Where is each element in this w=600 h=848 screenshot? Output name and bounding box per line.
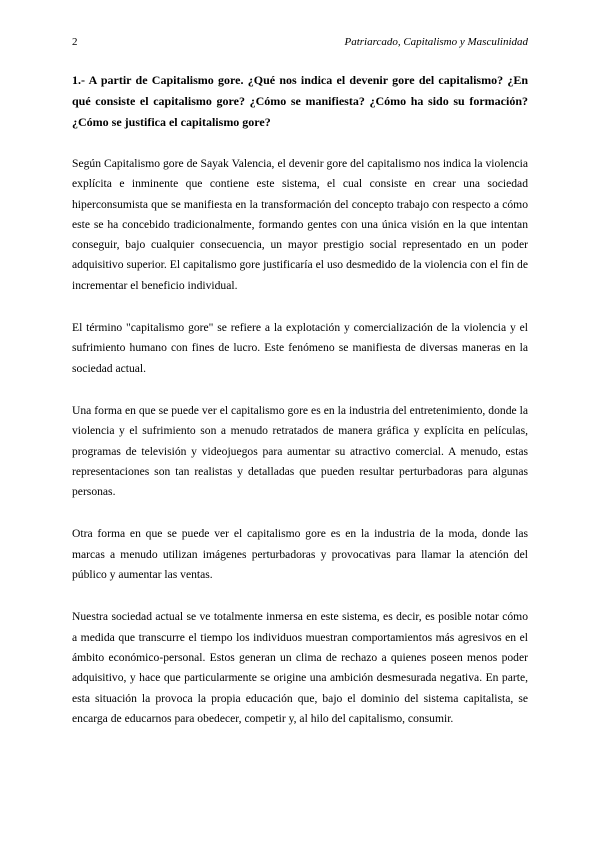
- paragraph-1: Según Capitalismo gore de Sayak Valencia, el devenir gore del capitalismo nos indica la violencia explícita e inminente que contiene este sistema, el cual consiste en crear una sociedad hiperconsumista que se manifiesta en la transformación del concepto trabajo con respecto a cómo este se ha concebido tradicionalmente, formando gentes con una única visión en la que intentan conseguir, bajo cualquier consecuencia, un mayor prestigio social representado en un poder adquisitivo superior. El capitalismo gore justificaría el uso desmedido de la violencia con el fin de incrementar el beneficio individual.: [72, 157, 528, 292]
- body-content: [72, 70, 528, 751]
- section-heading: 1.- A partir de Capitalismo gore. ¿Qué nos indica el devenir gore del capitalismo? ¿En qué consiste el capitalismo gore? ¿Cómo se manifiesta? ¿Cómo ha sido su formación? ¿Cómo se justifica el capitalismo gore?: [72, 73, 528, 129]
- paragraph-4: Otra forma en que se puede ver el capitalismo gore es en la industria de la moda, donde las marcas a menudo utilizan imágenes perturbadoras y provocativas para llamar la atención del público y aumentar las ventas.: [72, 527, 528, 582]
- paragraph-2: El término "capitalismo gore" se refiere a la explotación y comercialización de la violencia y el sufrimiento humano con fines de lucro. Este fenómeno se manifiesta de diversas maneras en la sociedad actual.: [72, 321, 528, 375]
- running-title: Patriarcado, Capitalismo y Masculinidad: [344, 36, 528, 48]
- paragraph-3: Una forma en que se puede ver el capitalismo gore es en la industria del entretenimiento, donde la violencia y el sufrimiento son a menudo retratados de manera gráfica y explícita en películas, programas de televisión y videojuegos para aumentar su atractivo comercial. A menudo, estas representaciones son tan realistas y detalladas que pueden resultar perturbadoras para algunas personas.: [72, 403, 528, 499]
- page-header: [72, 36, 528, 52]
- paragraph-5: Nuestra sociedad actual se ve totalmente inmersa en este sistema, es decir, es posible notar cómo a medida que transcurre el tiempo los individuos muestran comportamientos más agresivos en el ámbito económico-personal. Estos generan un clima de rechazo a quienes poseen menos poder adquisitivo, y hace que particularmente se origine una ambición desmesurada negativa. En parte, esta situación la provoca la propia educación que, bajo el dominio del sistema capitalista, se encarga de educarnos para obedecer, competir y, al hilo del capitalismo, consumir.: [72, 610, 528, 725]
- page-number: 2: [72, 36, 78, 48]
